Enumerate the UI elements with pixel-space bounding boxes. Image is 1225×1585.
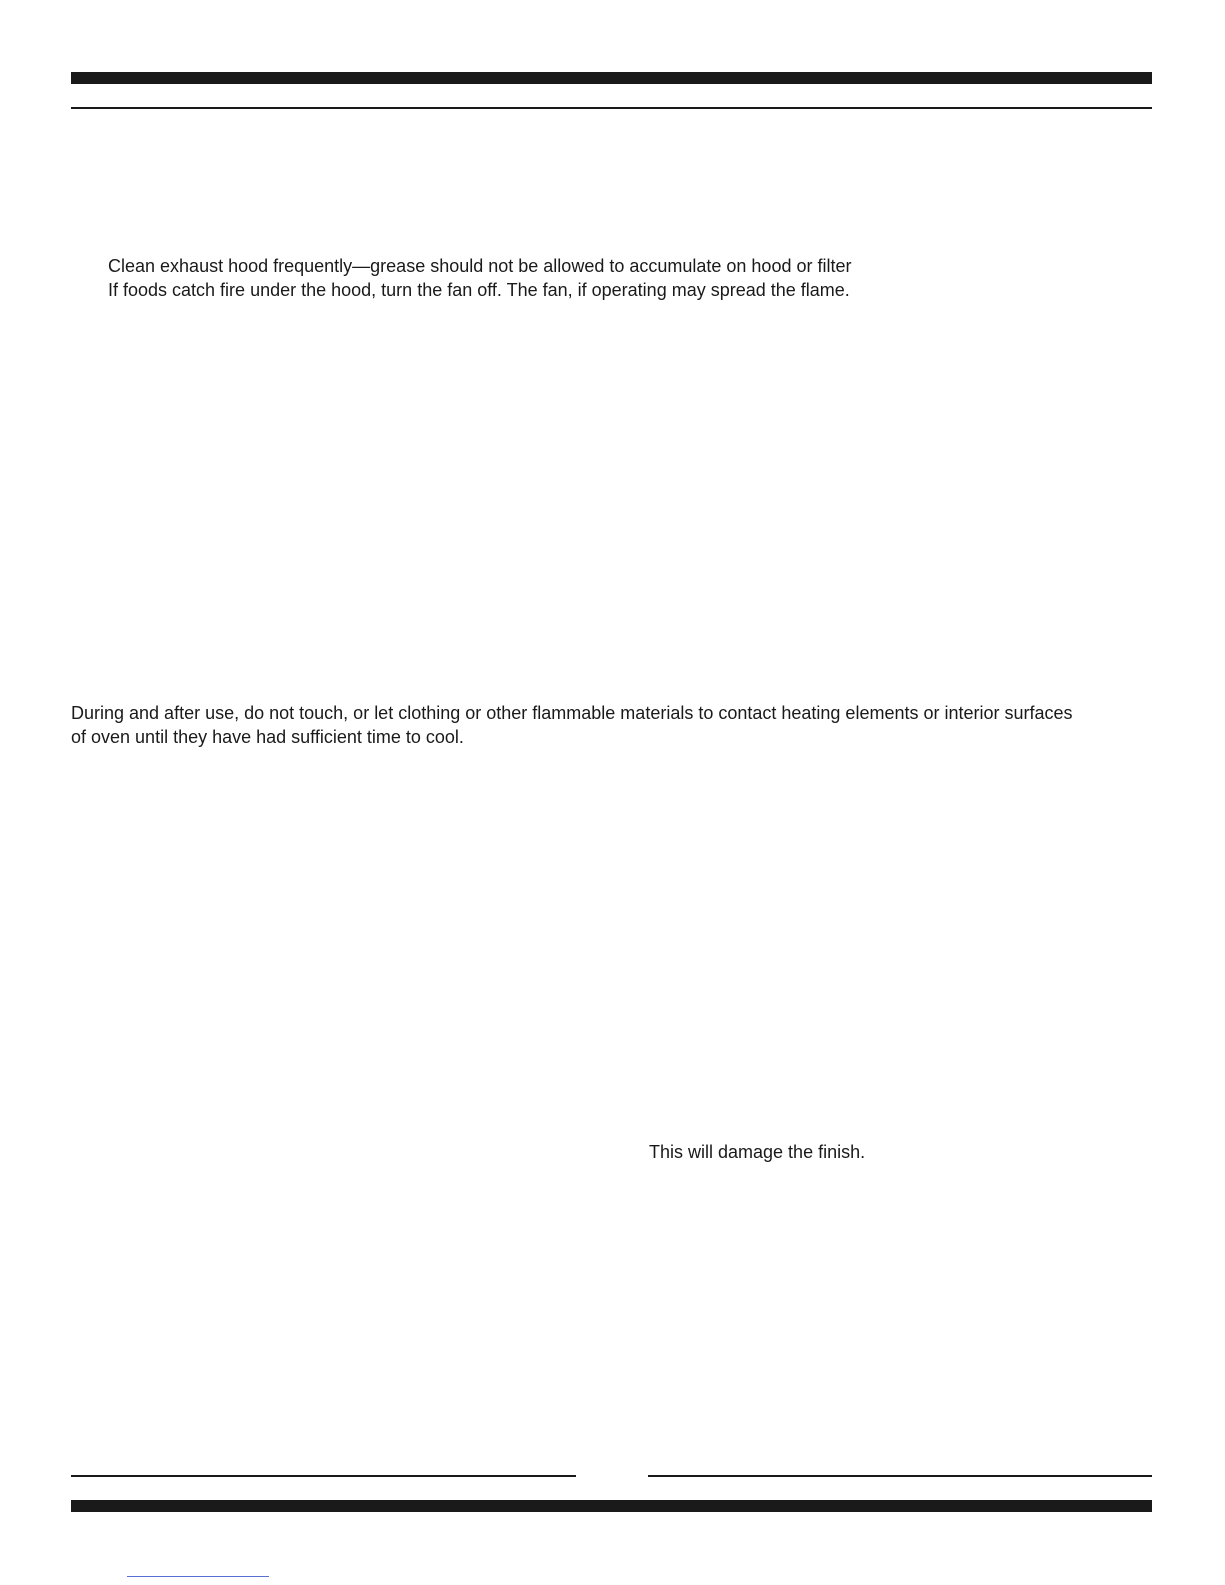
footer-thin-rule-left	[71, 1475, 576, 1477]
footer-thin-rule-right	[648, 1475, 1152, 1477]
header-thick-rule	[71, 72, 1152, 84]
finish-note: This will damage the finish.	[649, 1142, 866, 1162]
header-thin-rule	[71, 107, 1152, 109]
oven-warning-line-2: of oven until they have had sufficient time to cool.	[71, 727, 464, 747]
oven-warning-line-1: During and after use, do not touch, or let clothing or other flammable materials to contact heating elements or interior surfaces	[71, 703, 1073, 723]
hood-warning-line-2: If foods catch fire under the hood, turn the fan off. The fan, if operating may spread the flame.	[108, 280, 850, 300]
hood-warning-line-1: Clean exhaust hood frequently—grease should not be allowed to accumulate on hood or filter	[108, 256, 852, 276]
footer-thick-rule	[71, 1500, 1152, 1512]
footer-link-underline[interactable]	[127, 1576, 269, 1577]
